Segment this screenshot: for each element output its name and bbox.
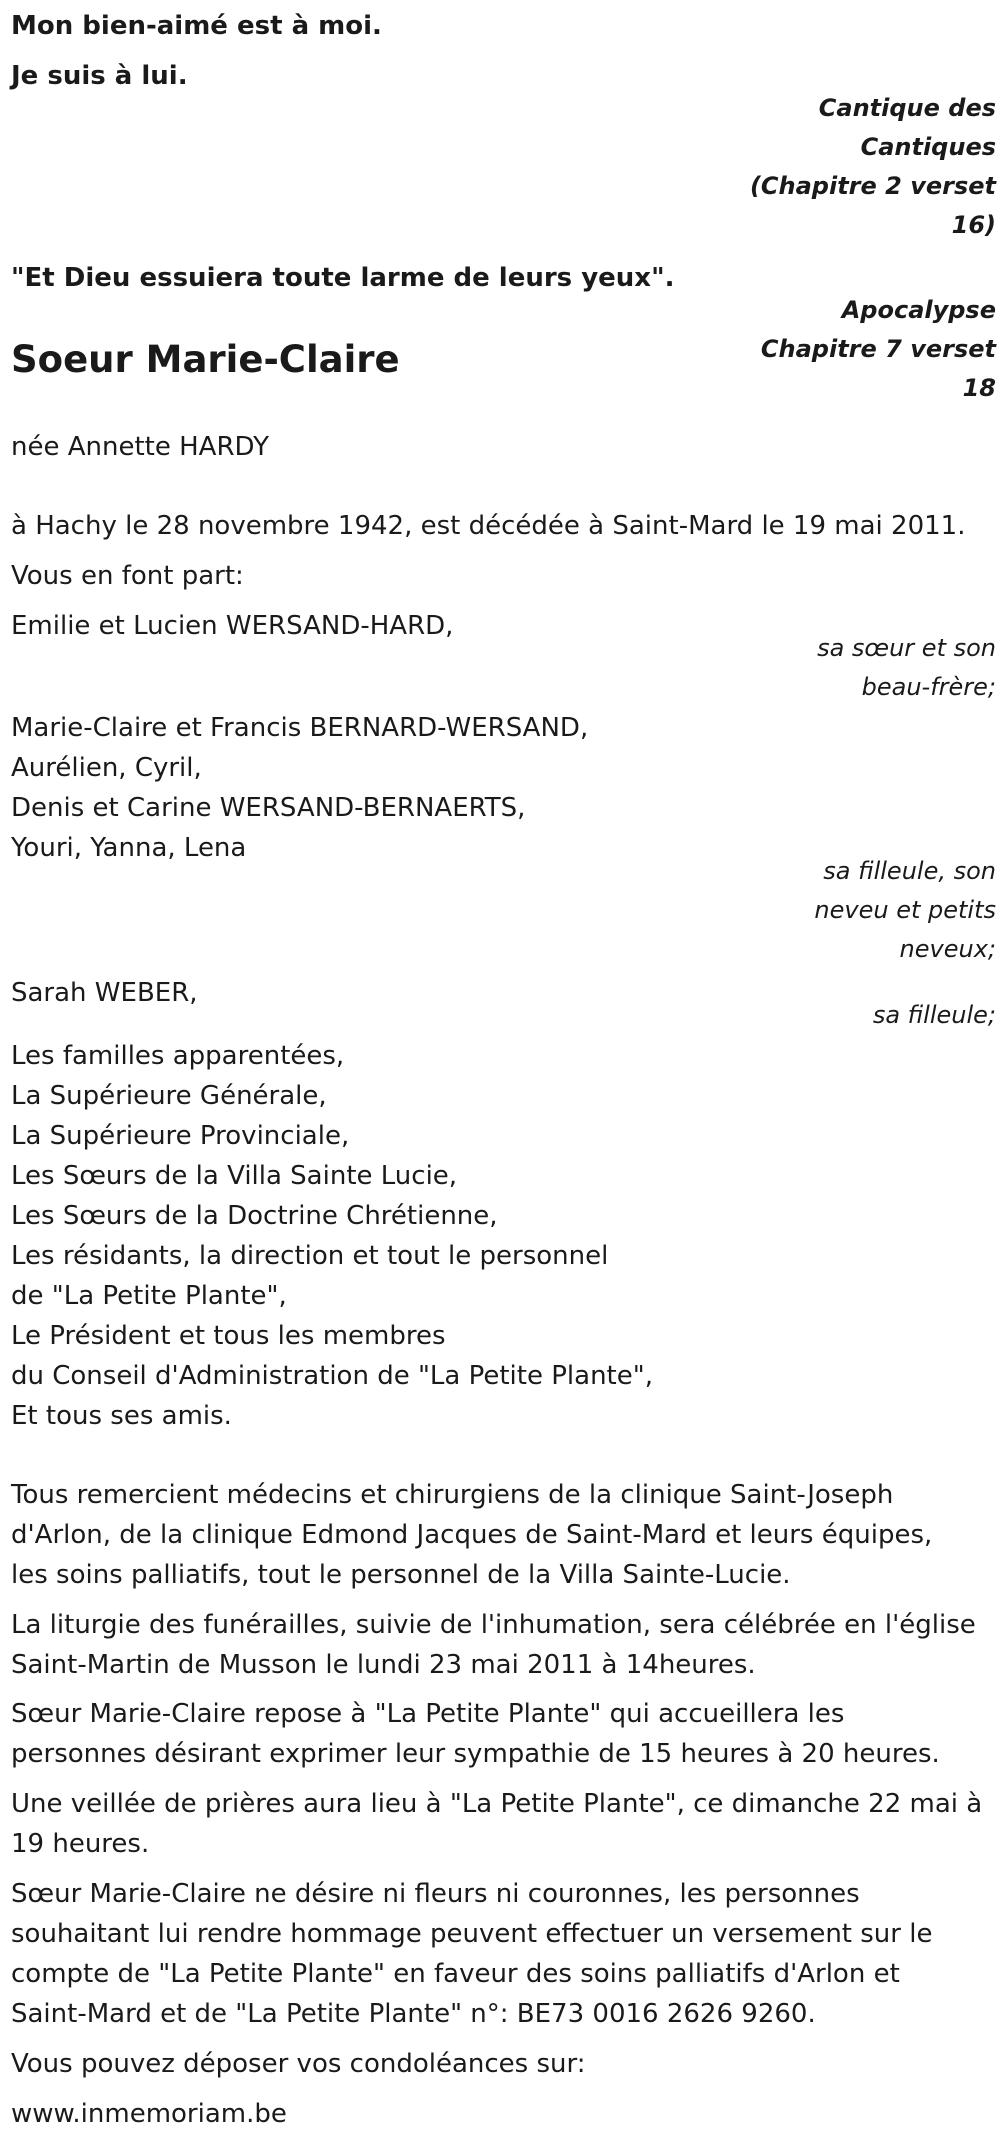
paragraph-line: La liturgie des funérailles, suivie de l'inhumation, sera célébrée en l'église bbox=[11, 1610, 976, 1640]
paragraph-line: Saint-Martin de Musson le lundi 23 mai 2011 à 14heures. bbox=[11, 1650, 756, 1680]
quote1-reference-line: 16) bbox=[951, 211, 996, 239]
family-name-line: Marie-Claire et Francis BERNARD-WERSAND, bbox=[11, 713, 589, 743]
paragraph-line: souhaitant lui rendre hommage peuvent effectuer un versement sur le bbox=[11, 1919, 933, 1949]
paragraph-line: les soins palliatifs, tout le personnel de la Villa Sainte-Lucie. bbox=[11, 1560, 791, 1590]
donation-paragraph bbox=[11, 1874, 932, 2034]
quote2-text: "Et Dieu essuiera toute larme de leurs yeux". bbox=[11, 263, 675, 293]
thanks-paragraph bbox=[11, 1475, 932, 1595]
paragraph-line: d'Arlon, de la clinique Edmond Jacques de Saint-Mard et leurs équipes, bbox=[11, 1520, 933, 1550]
others-line: Les Sœurs de la Doctrine Chrétienne, bbox=[11, 1201, 498, 1231]
quote2-reference-line: 18 bbox=[962, 374, 996, 402]
birth-death-dates: à Hachy le 28 novembre 1942, est décédée à Saint-Mard le 19 mai 2011. bbox=[11, 511, 966, 541]
others-line: Les familles apparentées, bbox=[11, 1041, 345, 1071]
paragraph-line: Une veillée de prières aura lieu à "La Petite Plante", ce dimanche 22 mai à bbox=[11, 1789, 983, 1819]
paragraph-line: Tous remercient médecins et chirurgiens de la clinique Saint-Joseph bbox=[11, 1480, 894, 1510]
paragraph-line: Sœur Marie-Claire repose à "La Petite Plante" qui accueillera les bbox=[11, 1699, 845, 1729]
family-name-line: Youri, Yanna, Lena bbox=[11, 833, 247, 863]
funeral-paragraph bbox=[11, 1605, 976, 1685]
quote1-reference-line: (Chapitre 2 verset bbox=[749, 172, 996, 200]
quote1-line2: Je suis à lui. bbox=[11, 61, 188, 91]
family-relation bbox=[696, 996, 996, 1035]
condolences-paragraph bbox=[11, 2044, 586, 2084]
paragraph-line: compte de "La Petite Plante" en faveur des soins palliatifs d'Arlon et bbox=[11, 1959, 900, 1989]
family-name-line: Denis et Carine WERSAND-BERNAERTS, bbox=[11, 793, 526, 823]
paragraph-line: 19 heures. bbox=[11, 1829, 150, 1859]
family-relation-line: neveu et petits bbox=[814, 896, 996, 924]
announcement-intro: Vous en font part: bbox=[11, 561, 244, 591]
obituary-page bbox=[11, 0, 996, 2143]
quote2-reference bbox=[696, 291, 996, 408]
family-relation-line: sa filleule; bbox=[872, 1001, 996, 1029]
others-line: La Supérieure Générale, bbox=[11, 1081, 327, 1111]
quote2-reference-line: Chapitre 7 verset bbox=[760, 335, 996, 363]
family-relation-line: neveux; bbox=[899, 935, 996, 963]
others-line: Les Sœurs de la Villa Sainte Lucie, bbox=[11, 1161, 458, 1191]
others-line: Et tous ses amis. bbox=[11, 1401, 232, 1431]
family-relation-line: sa sœur et son bbox=[817, 634, 996, 662]
family-relation-line: beau-frère; bbox=[861, 673, 996, 701]
paragraph-line: personnes désirant exprimer leur sympathie de 15 heures à 20 heures. bbox=[11, 1739, 940, 1769]
paragraph-line: Saint-Mard et de "La Petite Plante" n°: BE73 0016 2626 9260. bbox=[11, 1999, 816, 2029]
quote1-reference bbox=[696, 89, 996, 245]
birth-name: née Annette HARDY bbox=[11, 432, 270, 462]
quote1-reference-line: Cantique des bbox=[818, 94, 996, 122]
others-list bbox=[11, 1036, 653, 1436]
others-line: du Conseil d'Administration de "La Petite Plante", bbox=[11, 1361, 653, 1391]
family-relation-line: sa filleule, son bbox=[823, 857, 996, 885]
paragraph-line: Sœur Marie-Claire ne désire ni fleurs ni couronnes, les personnes bbox=[11, 1879, 860, 1909]
condolences-website: www.inmemoriam.be bbox=[11, 2099, 287, 2129]
deceased-name: Soeur Marie-Claire bbox=[11, 338, 400, 381]
vigil-paragraph bbox=[11, 1784, 982, 1864]
family-name-line: Emilie et Lucien WERSAND-HARD, bbox=[11, 611, 454, 641]
family-relation bbox=[696, 629, 996, 707]
visitation-paragraph bbox=[11, 1694, 940, 1774]
quote1-line1: Mon bien-aimé est à moi. bbox=[11, 11, 382, 41]
paragraph-line: Vous pouvez déposer vos condoléances sur: bbox=[11, 2049, 586, 2079]
family-name-line: Aurélien, Cyril, bbox=[11, 753, 202, 783]
others-line: de "La Petite Plante", bbox=[11, 1281, 287, 1311]
others-line: La Supérieure Provinciale, bbox=[11, 1121, 350, 1151]
quote1-reference-line: Cantiques bbox=[860, 133, 996, 161]
others-line: Le Président et tous les membres bbox=[11, 1321, 446, 1351]
family-name-line: Sarah WEBER, bbox=[11, 978, 198, 1008]
family-relation bbox=[696, 852, 996, 969]
others-line: Les résidants, la direction et tout le personnel bbox=[11, 1241, 609, 1271]
quote2-reference-line: Apocalypse bbox=[841, 296, 996, 324]
